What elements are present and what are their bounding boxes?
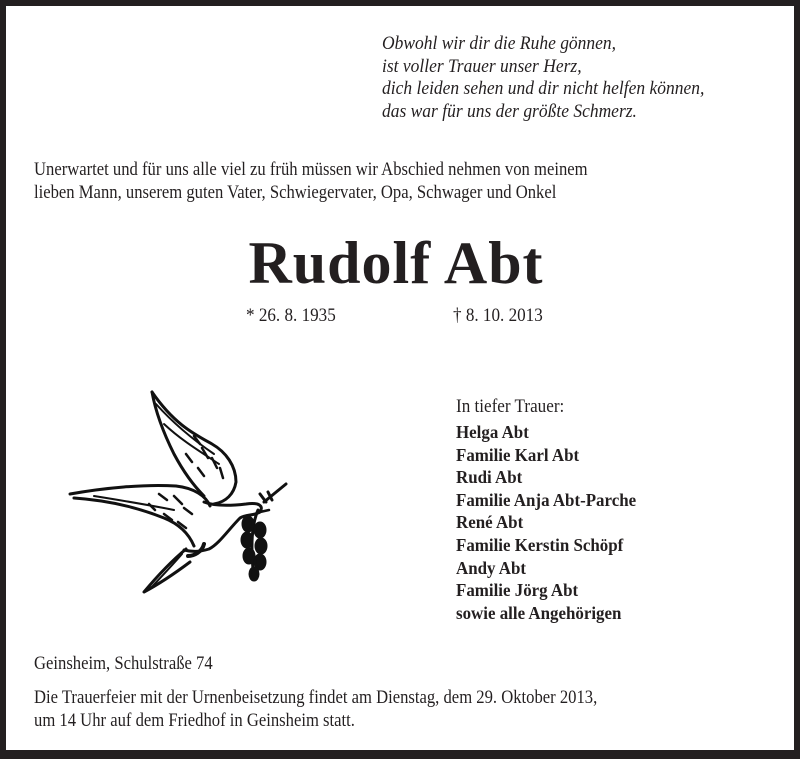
mourner-name: Rudi Abt bbox=[456, 467, 523, 488]
mourner-name: René Abt bbox=[456, 512, 524, 533]
birth-date: * 26. 8. 1935 bbox=[246, 305, 336, 326]
address: Geinsheim, Schulstraße 74 bbox=[34, 653, 213, 674]
mourner-name: Andy Abt bbox=[456, 557, 527, 578]
dove-with-olive-branch-icon bbox=[64, 384, 294, 599]
mourner-name: sowie alle Angehörigen bbox=[456, 602, 622, 623]
deceased-name-text: Rudolf Abt bbox=[248, 230, 544, 296]
mourner-name: Familie Jörg Abt bbox=[456, 580, 579, 601]
mourners-list bbox=[456, 395, 648, 624]
intro-text bbox=[34, 158, 588, 204]
poem-line: das war für uns der größte Schmerz. bbox=[382, 100, 637, 122]
intro-line: Unerwartet und für uns alle viel zu früh müssen wir Abschied nehmen von meinem bbox=[34, 159, 588, 180]
poem-verse bbox=[382, 33, 704, 123]
ceremony-info bbox=[34, 686, 597, 732]
mourner-name: Helga Abt bbox=[456, 422, 529, 442]
mourners-label: In tiefer Trauer: bbox=[456, 396, 565, 417]
obituary-notice bbox=[6, 6, 794, 750]
ceremony-line: um 14 Uhr auf dem Friedhof in Geinsheim statt. bbox=[34, 710, 355, 731]
intro-line: lieben Mann, unserem guten Vater, Schwiegervater, Opa, Schwager und Onkel bbox=[34, 182, 557, 203]
poem-line: Obwohl wir dir die Ruhe gönnen, bbox=[382, 33, 617, 54]
mourner-name: Familie Kerstin Schöpf bbox=[456, 534, 624, 555]
deceased-name bbox=[6, 228, 794, 298]
poem-line: dich leiden sehen und dir nicht helfen können, bbox=[382, 78, 705, 99]
death-date: † 8. 10. 2013 bbox=[453, 305, 543, 326]
mourner-name: Familie Karl Abt bbox=[456, 444, 580, 465]
mourner-name: Familie Anja Abt-Parche bbox=[456, 489, 637, 510]
poem-line: ist voller Trauer unser Herz, bbox=[382, 55, 582, 77]
ceremony-line: Die Trauerfeier mit der Urnenbeisetzung findet am Dienstag, dem 29. Oktober 2013, bbox=[34, 687, 598, 708]
